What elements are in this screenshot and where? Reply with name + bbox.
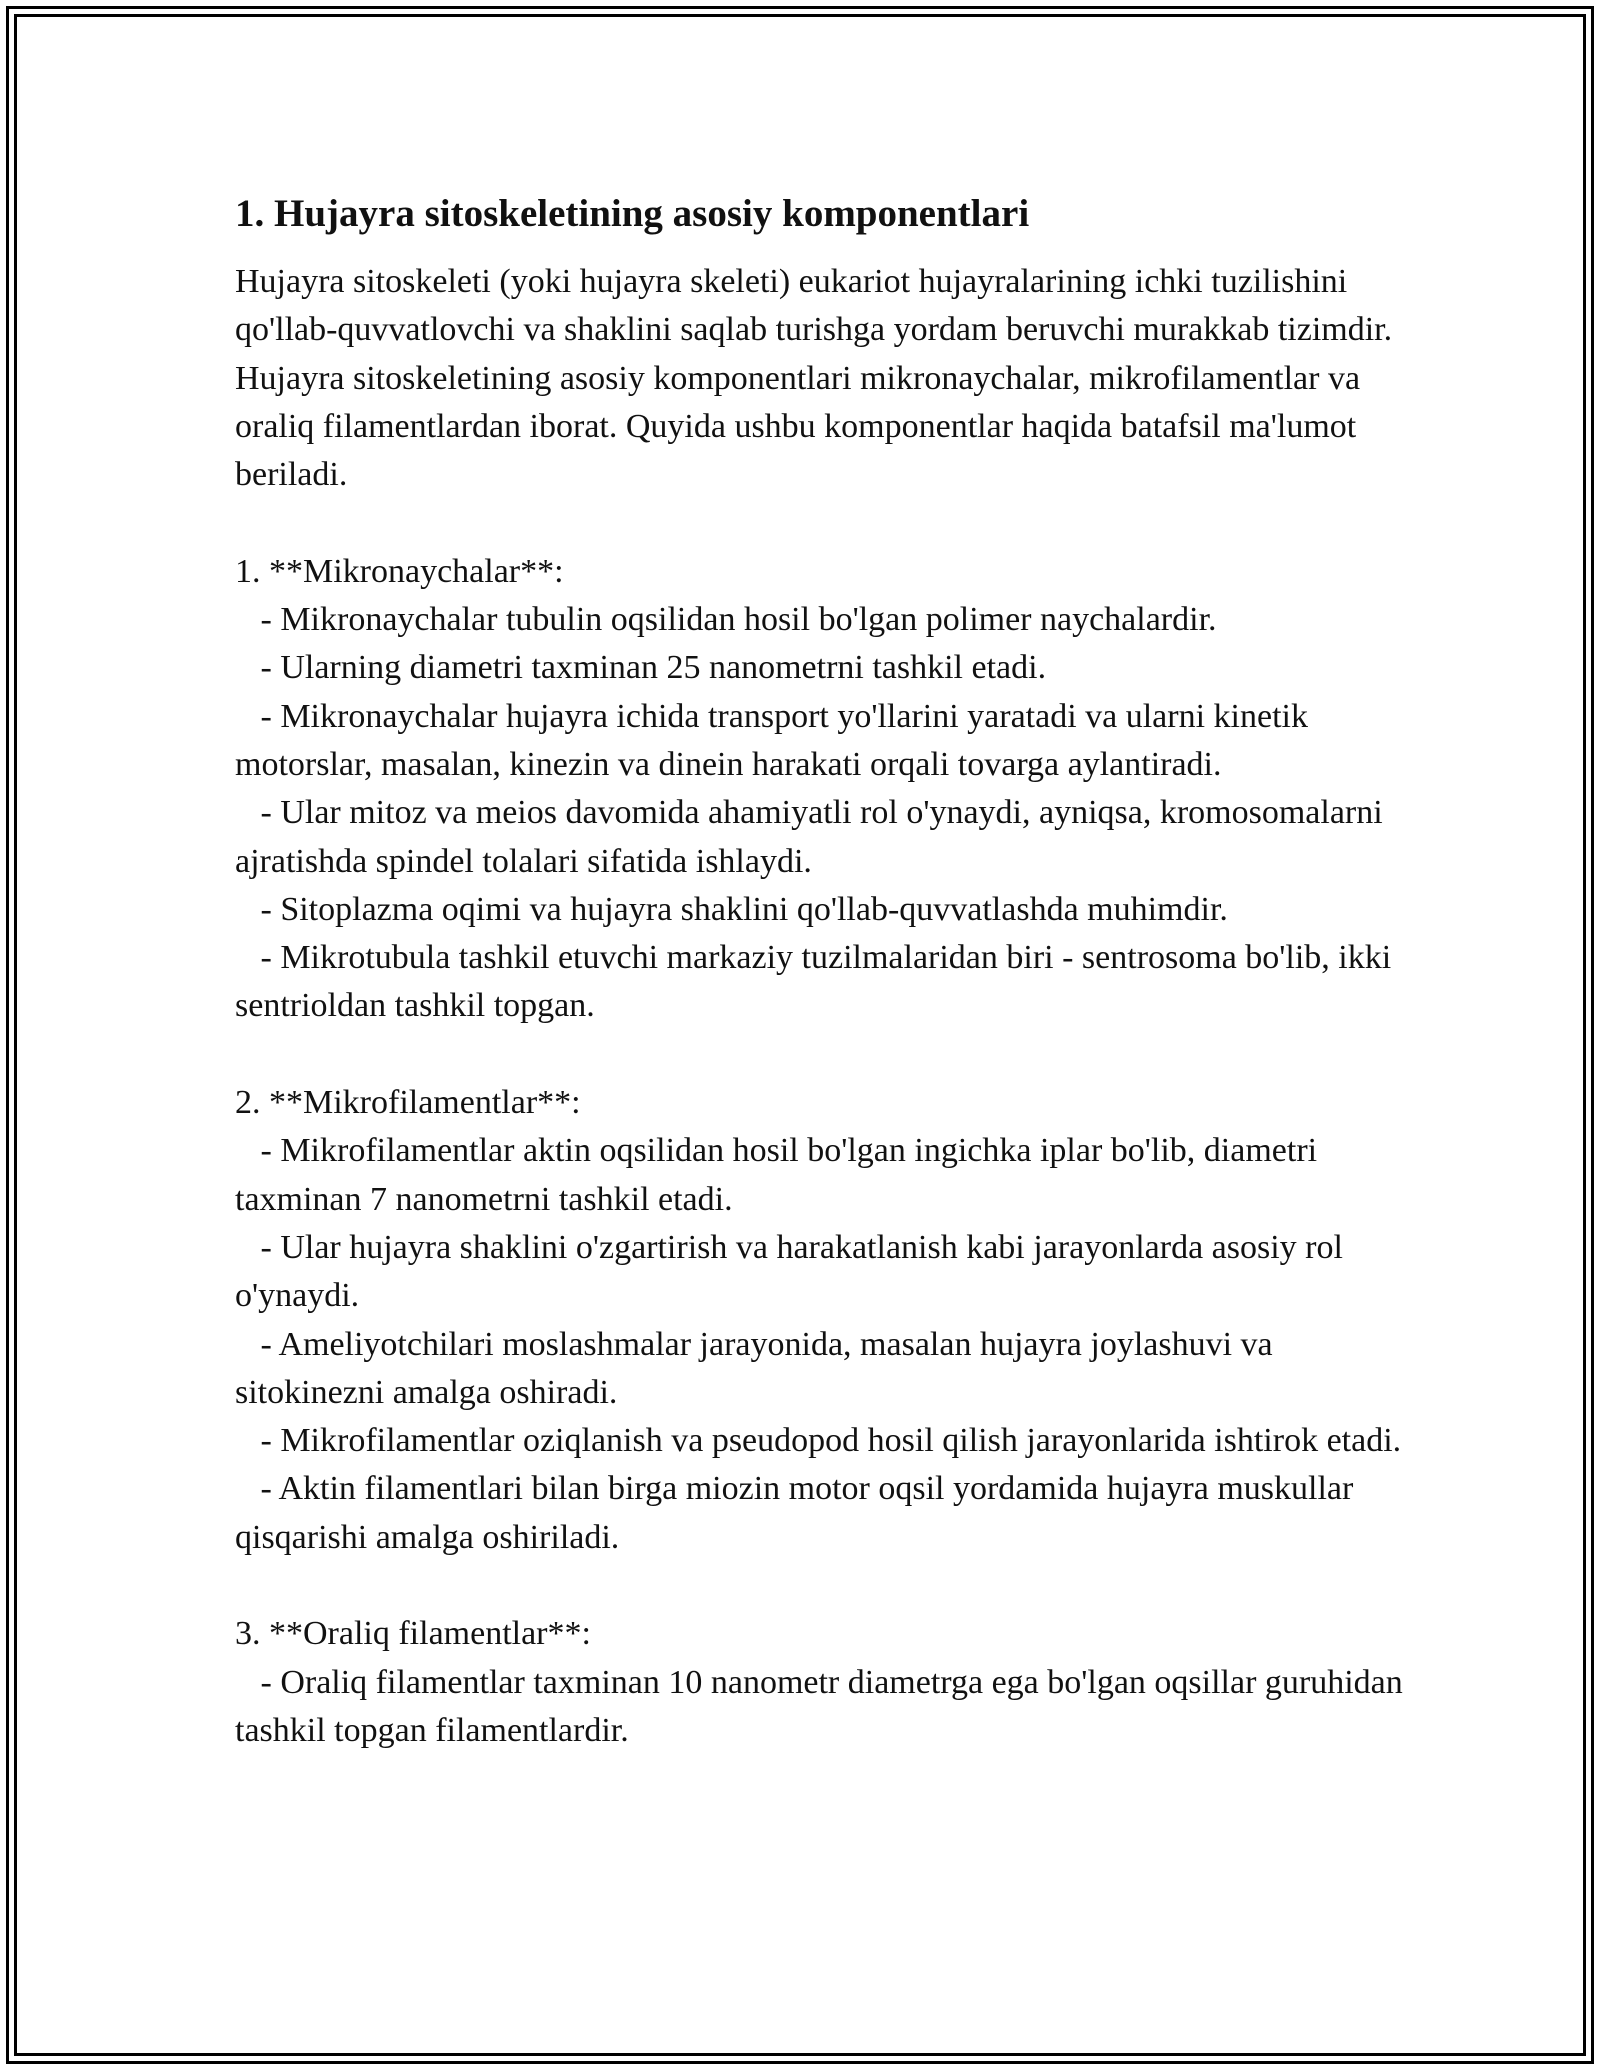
list-item: - Aktin filamentlari bilan birga miozin motor oqsil yordamida hujayra muskullar qisqarishi amalga oshiriladi. (235, 1470, 1362, 1556)
list-item: - Oraliq filamentlar taxminan 10 nanometr diametrga ega bo'lgan oqsillar guruhidan tashkil topgan filamentlardir. (235, 1663, 1412, 1749)
section-oraliq-filamentlar (235, 1610, 1415, 1755)
list-item: - Ular mitoz va meios davomida ahamiyatli rol o'ynaydi, ayniqsa, kromosomalarni ajratishda spindel tolalari sifatida ishlaydi. (235, 794, 1392, 880)
section-title: 1. **Mikronaychalar**: (235, 552, 564, 590)
list-item: - Mikrofilamentlar oziqlanish va pseudopod hosil qilish jarayonlarida ishtirok etadi. (260, 1422, 1402, 1460)
list-item: - Ularning diametri taxminan 25 nanometrni tashkil etadi. (260, 649, 1047, 687)
list-item: - Sitoplazma oqimi va hujayra shaklini qo'llab-quvvatlashda muhimdir. (260, 890, 1228, 928)
section-title: 3. **Oraliq filamentlar**: (235, 1615, 591, 1653)
list-item: - Mikronaychalar hujayra ichida transport yo'llarini yaratadi va ularni kinetik motorslar, masalan, kinezin va dinein harakati orqali tovarga aylantiradi. (235, 697, 1317, 783)
intro-paragraph: Hujayra sitoskeleti (yoki hujayra skeleti) eukariot hujayralarining ichki tuzilishini qo'llab-quvvatlovchi va shaklini saqlab turishga yordam beruvchi murakkab tizimdir. Hujayra sitoskeletining asosiy komponentlari mikronaychalar, mikrofilamentlar va oraliq filamentlardan iborat. Quyida ushbu komponentlar haqida batafsil ma'lumot beriladi. (235, 263, 1393, 494)
document-heading: 1. Hujayra sitoskeletining asosiy komponentlari (235, 192, 1030, 235)
section-title: 2. **Mikrofilamentlar**: (235, 1084, 581, 1122)
list-item: - Mikronaychalar tubulin oqsilidan hosil bo'lgan polimer naychalardir. (260, 601, 1217, 639)
list-item: - Mikrofilamentlar aktin oqsilidan hosil bo'lgan ingichka iplar bo'lib, diametri taxminan 7 nanometrni tashkil etadi. (235, 1132, 1326, 1218)
section-mikronaychalar (235, 548, 1415, 1031)
list-item: - Ular hujayra shaklini o'zgartirish va harakatlanish kabi jarayonlarda asosiy rol o'ynaydi. (235, 1228, 1352, 1315)
list-item: - Ameliyotchilari moslashmalar jarayonida, masalan hujayra joylashuvi va sitokinezni amalga oshiradi. (235, 1325, 1282, 1411)
list-item: - Mikrotubula tashkil etuvchi markaziy tuzilmalaridan biri - sentrosoma bo'lib, ikki sentrioldan tashkil topgan. (235, 939, 1400, 1025)
section-mikrofilamentlar (235, 1079, 1415, 1562)
document-body (235, 186, 1415, 1755)
